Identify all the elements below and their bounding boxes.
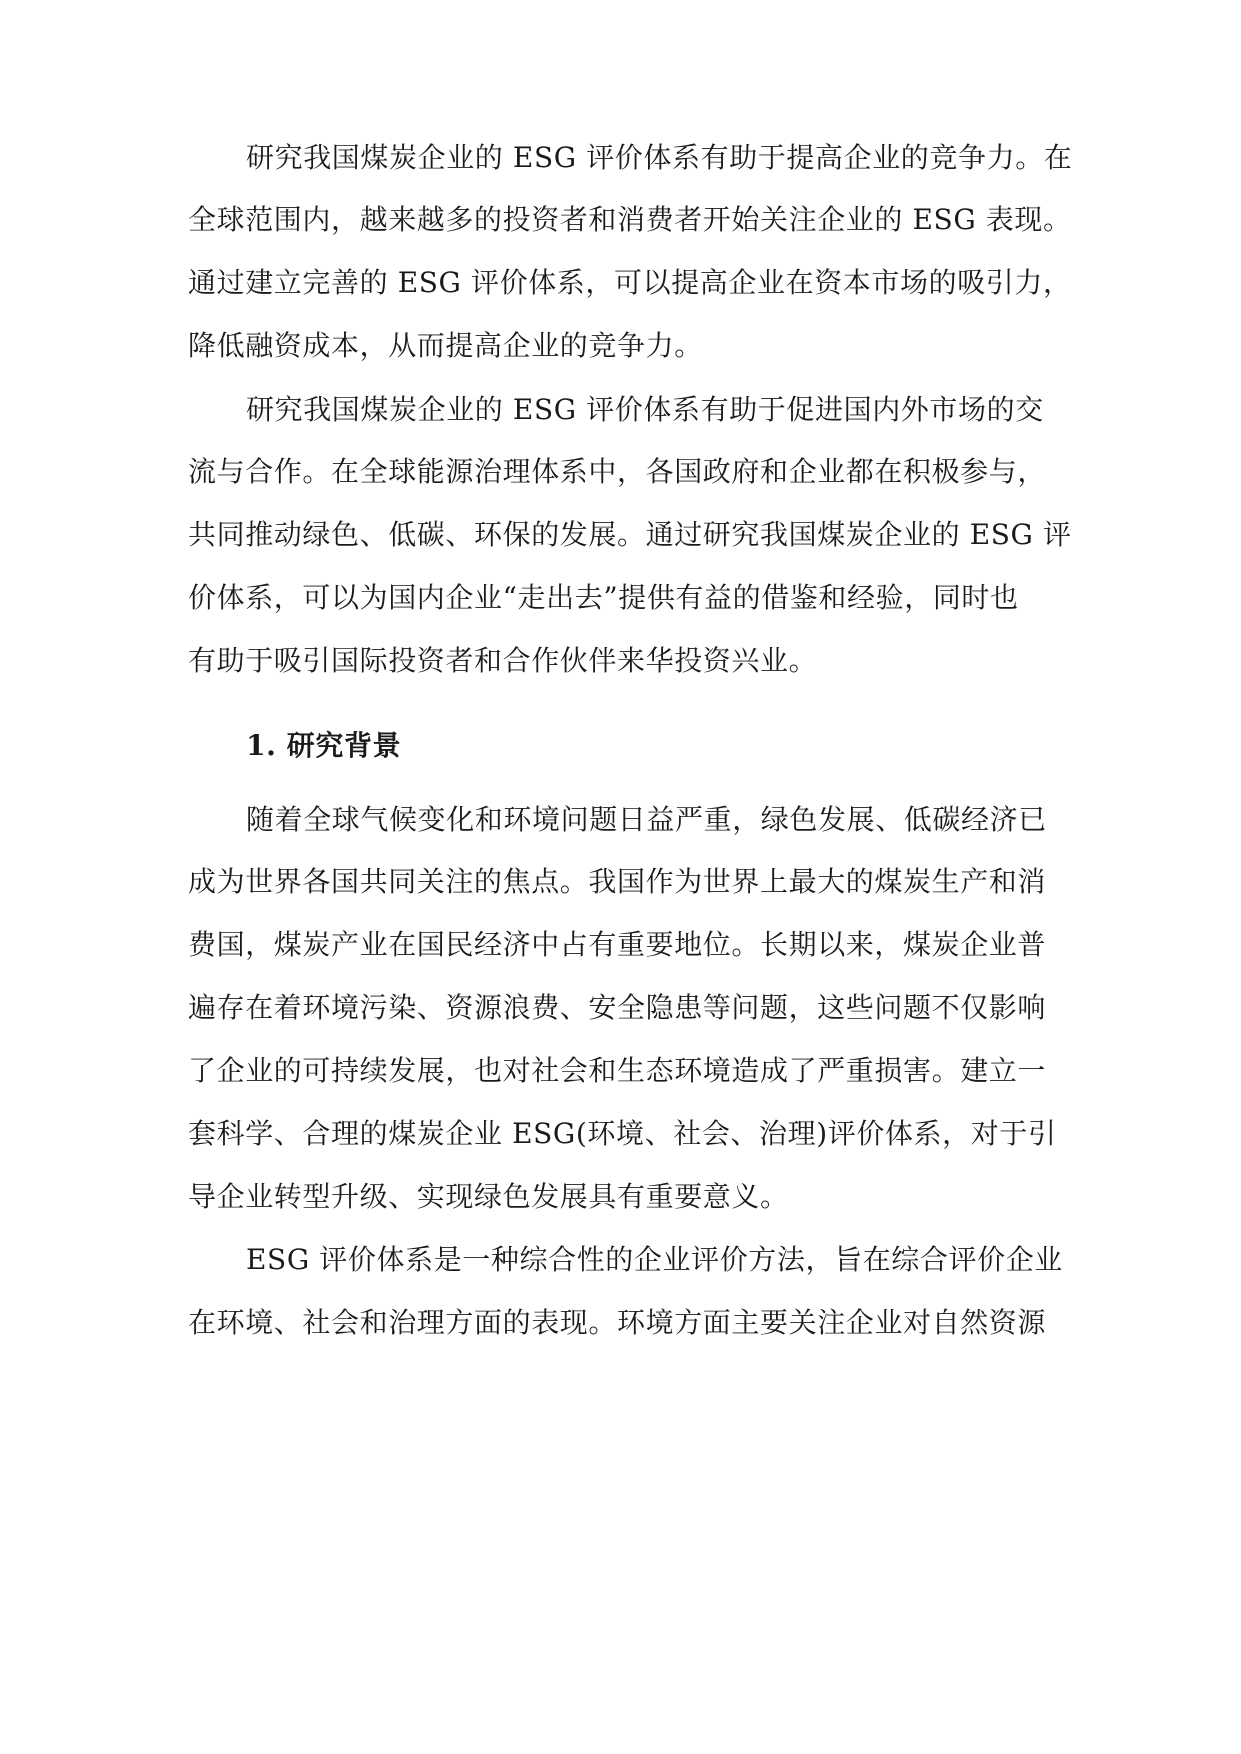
section-paragraph-1-line-3: 费国，煤炭产业在国民经济中占有重要地位。长期以来，煤炭企业普 [188,928,1047,961]
section-paragraph-1-line-1: 随着全球气候变化和环境问题日益严重，绿色发展、低碳经济已 [246,803,1047,836]
paragraph-1-line-4: 降低融资成本，从而提高企业的竞争力。 [188,329,703,362]
section-paragraph-1-line-6: 套科学、合理的煤炭企业 ESG(环境、社会、治理)评价体系，对于引 [188,1117,1057,1150]
section-paragraph-1-line-5: 了企业的可持续发展，也对社会和生态环境造成了严重损害。建立一 [188,1054,1047,1087]
paragraph-1-line-1: 研究我国煤炭企业的 ESG 评价体系有助于提高企业的竞争力。在 [246,141,1073,174]
section-paragraph-1-line-7: 导企业转型升级、实现绿色发展具有重要意义。 [188,1180,789,1213]
paragraph-1-line-3: 通过建立完善的 ESG 评价体系，可以提高企业在资本市场的吸引力， [188,266,1072,299]
section-heading: 1. 研究背景 [246,729,402,762]
section-paragraph-2-line-2: 在环境、社会和治理方面的表现。环境方面主要关注企业对自然资源 [188,1306,1047,1339]
paragraph-1-line-2: 全球范围内，越来越多的投资者和消费者开始关注企业的 ESG 表现。 [188,203,1072,236]
paragraph-2-line-4: 价体系，可以为国内企业“走出去”提供有益的借鉴和经验，同时也 [188,581,1019,614]
paragraph-2-line-5: 有助于吸引国际投资者和合作伙伴来华投资兴业。 [188,644,818,677]
paragraph-2-line-3: 共同推动绿色、低碳、环保的发展。通过研究我国煤炭企业的 ESG 评 [188,518,1072,551]
paragraph-2-line-1: 研究我国煤炭企业的 ESG 评价体系有助于促进国内外市场的交 [246,393,1044,426]
section-paragraph-1-line-2: 成为世界各国共同关注的焦点。我国作为世界上最大的煤炭生产和消 [188,865,1047,898]
section-paragraph-2-line-1: ESG 评价体系是一种综合性的企业评价方法，旨在综合评价企业 [246,1243,1063,1276]
section-paragraph-1-line-4: 遍存在着环境污染、资源浪费、安全隐患等问题，这些问题不仅影响 [188,991,1047,1024]
paragraph-2-line-2: 流与合作。在全球能源治理体系中，各国政府和企业都在积极参与， [188,455,1047,488]
